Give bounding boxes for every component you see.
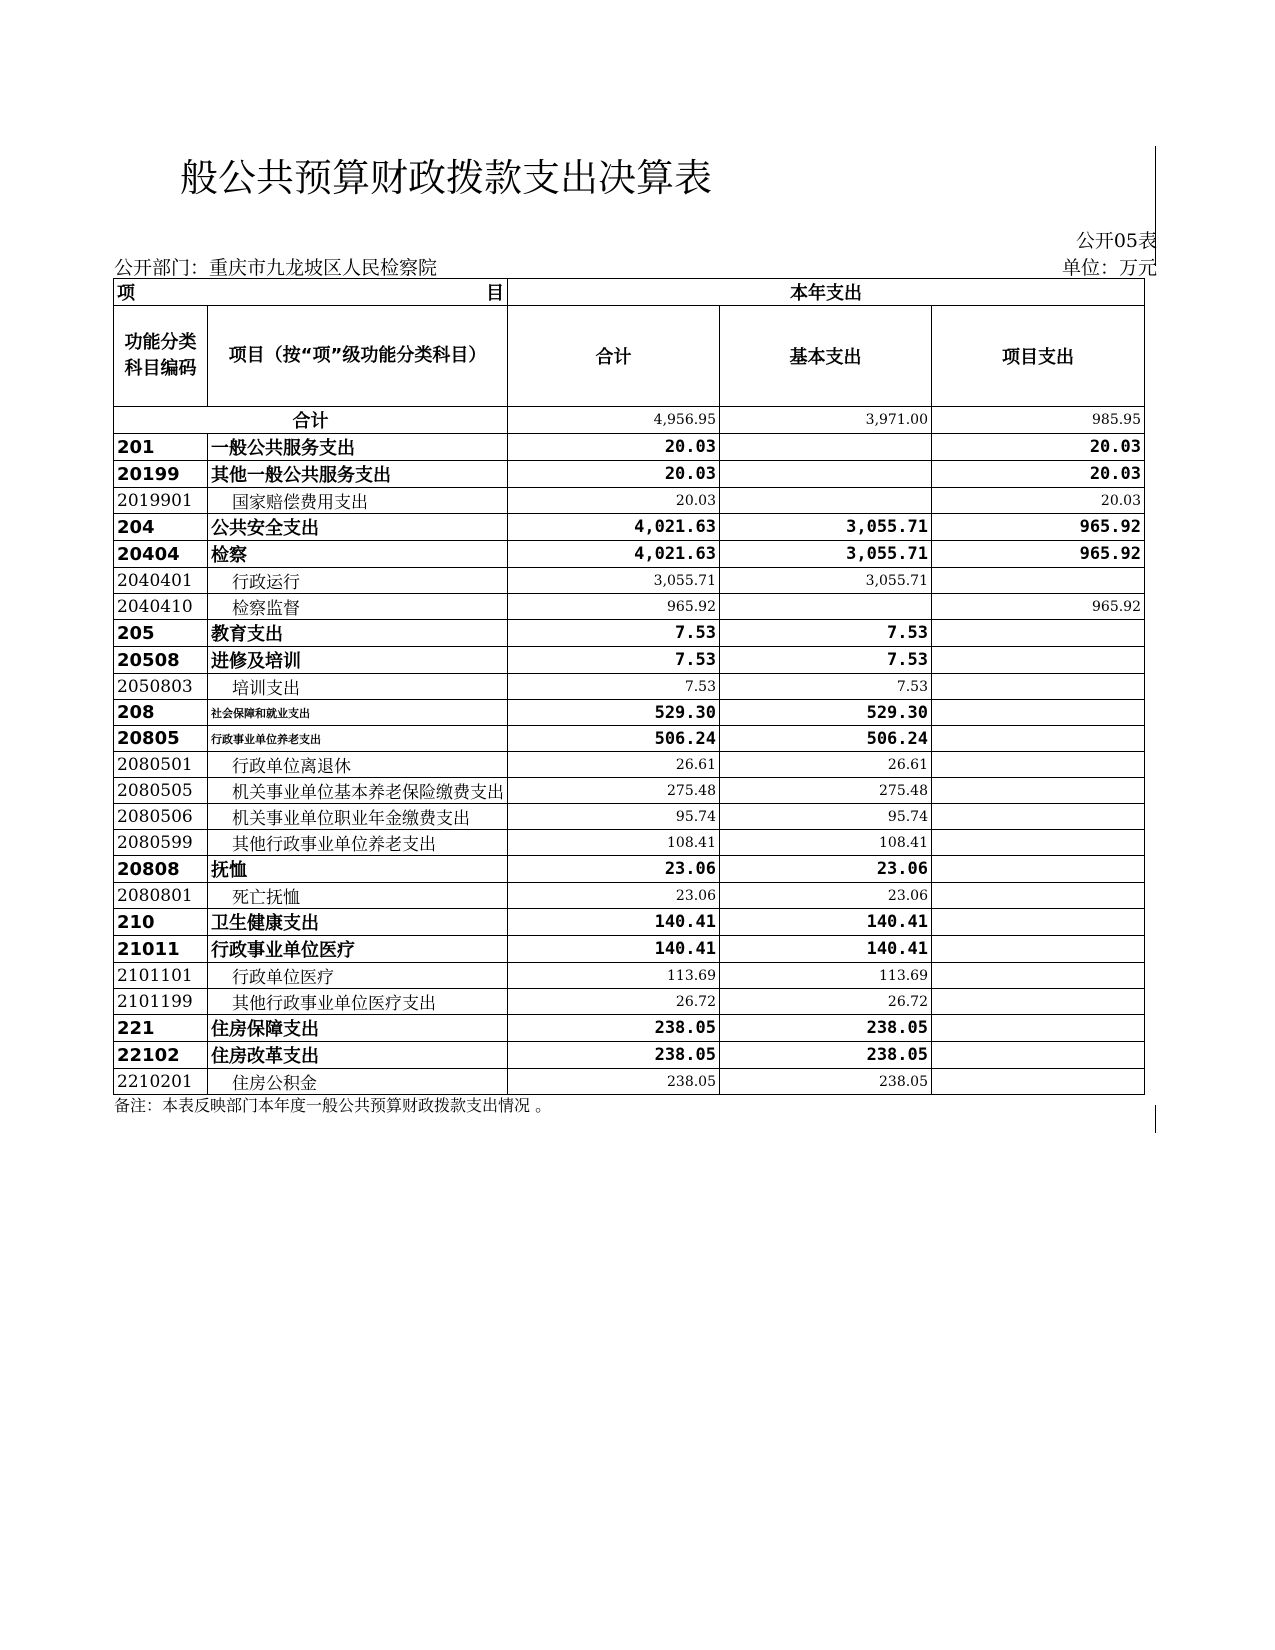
row-total: 7.53 — [508, 620, 720, 647]
row-code: 210 — [114, 909, 208, 936]
row-total: 26.61 — [508, 752, 720, 778]
table-row — [114, 514, 1145, 541]
basic-column-header: 基本支出 — [720, 306, 932, 407]
row-code: 204 — [114, 514, 208, 541]
row-total: 108.41 — [508, 830, 720, 856]
row-project — [932, 936, 1145, 963]
row-total: 20.03 — [508, 488, 720, 514]
row-code: 2101199 — [114, 989, 208, 1015]
table-row — [114, 963, 1145, 989]
row-basic: 275.48 — [720, 778, 932, 804]
row-project — [932, 963, 1145, 989]
row-code: 2080506 — [114, 804, 208, 830]
row-name: 卫生健康支出 — [208, 909, 508, 936]
row-project: 965.92 — [932, 541, 1145, 568]
row-basic: 7.53 — [720, 647, 932, 674]
table-row — [114, 909, 1145, 936]
header-row-2 — [114, 306, 1145, 407]
row-name: 检察 — [208, 541, 508, 568]
table-row — [114, 804, 1145, 830]
table-row — [114, 1015, 1145, 1042]
table-row — [114, 1069, 1145, 1095]
row-basic: 238.05 — [720, 1015, 932, 1042]
row-project — [932, 830, 1145, 856]
row-code: 2080599 — [114, 830, 208, 856]
name-column-header: 项目（按“项”级功能分类科目） — [208, 306, 508, 407]
row-project — [932, 804, 1145, 830]
row-project — [932, 726, 1145, 752]
row-project — [932, 909, 1145, 936]
total-row — [114, 407, 1145, 434]
expenditure-table — [113, 278, 1145, 1095]
row-name: 进修及培训 — [208, 647, 508, 674]
row-total: 238.05 — [508, 1042, 720, 1069]
row-name: 公共安全支出 — [208, 514, 508, 541]
table-row — [114, 541, 1145, 568]
row-basic: 140.41 — [720, 909, 932, 936]
row-code: 2101101 — [114, 963, 208, 989]
row-code: 2019901 — [114, 488, 208, 514]
row-basic: 140.41 — [720, 936, 932, 963]
table-row — [114, 461, 1145, 488]
this-year-header: 本年支出 — [508, 279, 1145, 306]
row-basic: 108.41 — [720, 830, 932, 856]
department-label: 公开部门：重庆市九龙坡区人民检察院 — [114, 257, 438, 279]
row-name: 社会保障和就业支出 — [208, 700, 508, 726]
row-project — [932, 883, 1145, 909]
row-name: 住房公积金 — [208, 1069, 508, 1095]
total-row-basic: 3,971.00 — [720, 407, 932, 434]
project-column-header: 项目支出 — [932, 306, 1145, 407]
row-project — [932, 856, 1145, 883]
row-basic: 3,055.71 — [720, 568, 932, 594]
table-row — [114, 883, 1145, 909]
row-code: 2040401 — [114, 568, 208, 594]
row-basic: 95.74 — [720, 804, 932, 830]
item-header-xiang: 项 — [117, 283, 135, 304]
row-project: 20.03 — [932, 434, 1145, 461]
row-project — [932, 700, 1145, 726]
row-project — [932, 1069, 1145, 1095]
row-total: 20.03 — [508, 461, 720, 488]
row-project — [932, 778, 1145, 804]
row-project — [932, 989, 1145, 1015]
form-number: 公开05表 — [1075, 230, 1157, 252]
row-code: 20508 — [114, 647, 208, 674]
row-code: 205 — [114, 620, 208, 647]
table-row — [114, 1042, 1145, 1069]
row-name: 其他行政事业单位养老支出 — [208, 830, 508, 856]
row-name: 其他一般公共服务支出 — [208, 461, 508, 488]
row-name: 机关事业单位职业年金缴费支出 — [208, 804, 508, 830]
table-row — [114, 936, 1145, 963]
table-row — [114, 726, 1145, 752]
row-total: 238.05 — [508, 1069, 720, 1095]
table-row — [114, 674, 1145, 700]
row-name: 住房改革支出 — [208, 1042, 508, 1069]
row-total: 3,055.71 — [508, 568, 720, 594]
row-name: 行政事业单位医疗 — [208, 936, 508, 963]
row-project — [932, 1015, 1145, 1042]
row-basic: 529.30 — [720, 700, 932, 726]
row-name: 一般公共服务支出 — [208, 434, 508, 461]
row-name: 其他行政事业单位医疗支出 — [208, 989, 508, 1015]
row-name: 死亡抚恤 — [208, 883, 508, 909]
row-code: 2040410 — [114, 594, 208, 620]
row-total: 275.48 — [508, 778, 720, 804]
row-total: 4,021.63 — [508, 514, 720, 541]
item-header-mu: 目 — [486, 283, 504, 304]
total-row-project: 985.95 — [932, 407, 1145, 434]
row-basic: 238.05 — [720, 1042, 932, 1069]
row-basic: 238.05 — [720, 1069, 932, 1095]
table-row — [114, 568, 1145, 594]
row-project — [932, 568, 1145, 594]
row-code: 208 — [114, 700, 208, 726]
row-code: 22102 — [114, 1042, 208, 1069]
footnote: 备注：本表反映部门本年度一般公共预算财政拨款支出情况 。 — [114, 1096, 552, 1115]
row-name: 教育支出 — [208, 620, 508, 647]
unit-label: 单位：万元 — [1061, 257, 1157, 279]
row-code: 20805 — [114, 726, 208, 752]
row-basic: 26.72 — [720, 989, 932, 1015]
row-total: 7.53 — [508, 647, 720, 674]
total-column-header: 合计 — [508, 306, 720, 407]
row-project — [932, 1042, 1145, 1069]
table-row — [114, 856, 1145, 883]
row-basic — [720, 488, 932, 514]
row-code: 2050803 — [114, 674, 208, 700]
row-code: 2080501 — [114, 752, 208, 778]
table-row — [114, 434, 1145, 461]
row-basic: 113.69 — [720, 963, 932, 989]
row-code: 20404 — [114, 541, 208, 568]
row-code: 2080505 — [114, 778, 208, 804]
row-name: 检察监督 — [208, 594, 508, 620]
row-project — [932, 674, 1145, 700]
page-title: 般公共预算财政拨款支出决算表 — [179, 156, 712, 200]
row-code: 20808 — [114, 856, 208, 883]
row-basic: 506.24 — [720, 726, 932, 752]
row-name: 国家赔偿费用支出 — [208, 488, 508, 514]
row-total: 23.06 — [508, 883, 720, 909]
table-row — [114, 620, 1145, 647]
right-border-line-bottom — [1155, 1105, 1156, 1133]
row-basic: 23.06 — [720, 883, 932, 909]
table-row — [114, 989, 1145, 1015]
row-project: 965.92 — [932, 514, 1145, 541]
row-code: 2210201 — [114, 1069, 208, 1095]
row-total: 506.24 — [508, 726, 720, 752]
row-total: 140.41 — [508, 936, 720, 963]
table-row — [114, 488, 1145, 514]
table-row — [114, 752, 1145, 778]
row-project — [932, 647, 1145, 674]
row-basic: 3,055.71 — [720, 514, 932, 541]
row-project: 20.03 — [932, 488, 1145, 514]
row-basic: 3,055.71 — [720, 541, 932, 568]
row-project: 965.92 — [932, 594, 1145, 620]
row-total: 7.53 — [508, 674, 720, 700]
item-header — [114, 279, 508, 306]
row-total: 95.74 — [508, 804, 720, 830]
row-total: 23.06 — [508, 856, 720, 883]
row-project — [932, 620, 1145, 647]
row-code: 2080801 — [114, 883, 208, 909]
row-code: 20199 — [114, 461, 208, 488]
row-basic: 26.61 — [720, 752, 932, 778]
row-project: 20.03 — [932, 461, 1145, 488]
row-total: 529.30 — [508, 700, 720, 726]
row-basic: 7.53 — [720, 620, 932, 647]
row-basic — [720, 461, 932, 488]
row-total: 113.69 — [508, 963, 720, 989]
row-basic: 7.53 — [720, 674, 932, 700]
row-basic — [720, 434, 932, 461]
row-name: 行政单位离退休 — [208, 752, 508, 778]
title-clip — [112, 150, 712, 210]
table-row — [114, 778, 1145, 804]
row-total: 238.05 — [508, 1015, 720, 1042]
row-code: 221 — [114, 1015, 208, 1042]
row-total: 20.03 — [508, 434, 720, 461]
row-name: 培训支出 — [208, 674, 508, 700]
row-total: 26.72 — [508, 989, 720, 1015]
row-name: 行政运行 — [208, 568, 508, 594]
total-row-total: 4,956.95 — [508, 407, 720, 434]
total-row-label: 合计 — [114, 407, 508, 434]
code-column-header: 功能分类科目编码 — [114, 306, 208, 407]
row-name: 机关事业单位基本养老保险缴费支出 — [208, 778, 508, 804]
row-total: 4,021.63 — [508, 541, 720, 568]
row-total: 965.92 — [508, 594, 720, 620]
table-row — [114, 594, 1145, 620]
row-name: 行政事业单位养老支出 — [208, 726, 508, 752]
row-code: 21011 — [114, 936, 208, 963]
table-row — [114, 647, 1145, 674]
row-project — [932, 752, 1145, 778]
table-row — [114, 830, 1145, 856]
row-name: 抚恤 — [208, 856, 508, 883]
row-code: 201 — [114, 434, 208, 461]
row-basic: 23.06 — [720, 856, 932, 883]
row-total: 140.41 — [508, 909, 720, 936]
row-basic — [720, 594, 932, 620]
row-name: 住房保障支出 — [208, 1015, 508, 1042]
header-row-1 — [114, 279, 1145, 306]
row-name: 行政单位医疗 — [208, 963, 508, 989]
table-row — [114, 700, 1145, 726]
